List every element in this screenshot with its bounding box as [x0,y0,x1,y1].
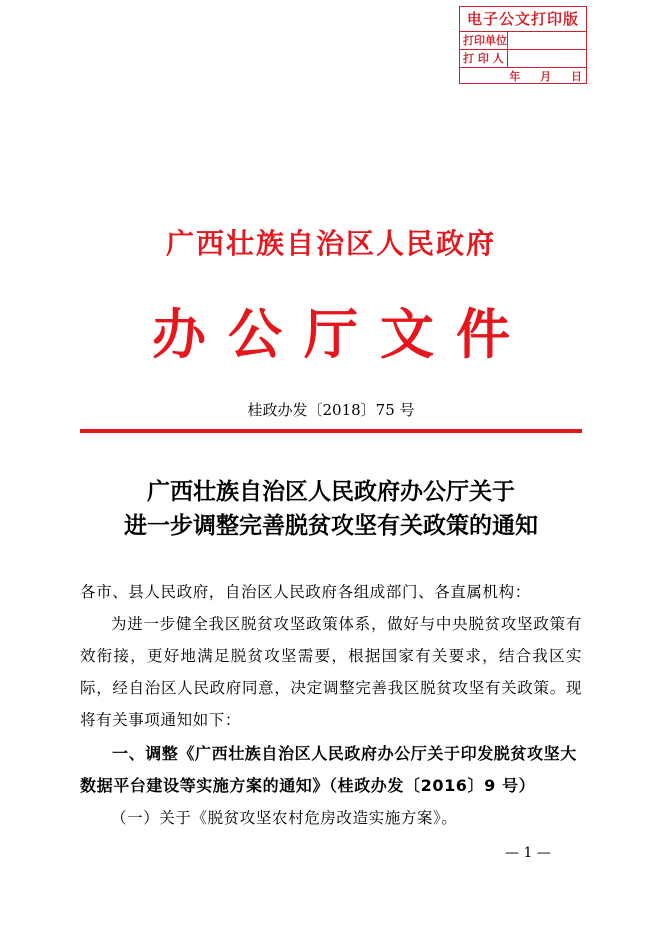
document-number: 桂政办发〔2018〕75 号 [247,401,415,419]
stamp-date-row [460,68,586,86]
print-stamp-box [459,6,587,84]
stamp-day: 日 [571,70,582,83]
salutation: 各市、县人民政府，自治区人民政府各组成部门、各直属机构： [80,583,531,601]
document-title-line1: 广西壮族自治区人民政府办公厅关于 [147,478,515,505]
issuer-name: 广西壮族自治区人民政府 [165,227,496,260]
subsection-heading: （一）关于《脱贫攻坚农村危房改造实施方案》。 [111,809,458,827]
stamp-title: 电子公文打印版 [460,7,586,32]
stamp-print-unit-row [460,32,586,50]
document-type-title: 办公厅文件 [152,302,532,366]
document-title-line2: 进一步调整完善脱贫攻坚有关政策的通知 [124,512,538,539]
page-number: — 1 — [505,845,551,861]
red-divider-line [80,429,582,433]
stamp-year: 年 [509,70,521,83]
stamp-printer-label: 打 印 人 [460,50,508,67]
section-heading: 一、调整《广西壮族自治区人民政府办公厅关于印发脱贫攻坚大数据平台建设等实施方案的通知》（桂政办发〔2016〕9 号） [80,744,577,795]
stamp-month: 月 [540,70,552,83]
stamp-printer-row [460,50,586,68]
stamp-print-unit-label: 打印单位 [460,32,508,49]
body-paragraph: 为进一步健全我区脱贫攻坚政策体系，做好与中央脱贫攻坚政策有效衔接，更好地满足脱贫攻坚需要，根据国家有关要求，结合我区实际，经自治区人民政府同意，决定调整完善我区脱贫攻坚有关政策。现将有关事项通知如下： [80,615,582,729]
